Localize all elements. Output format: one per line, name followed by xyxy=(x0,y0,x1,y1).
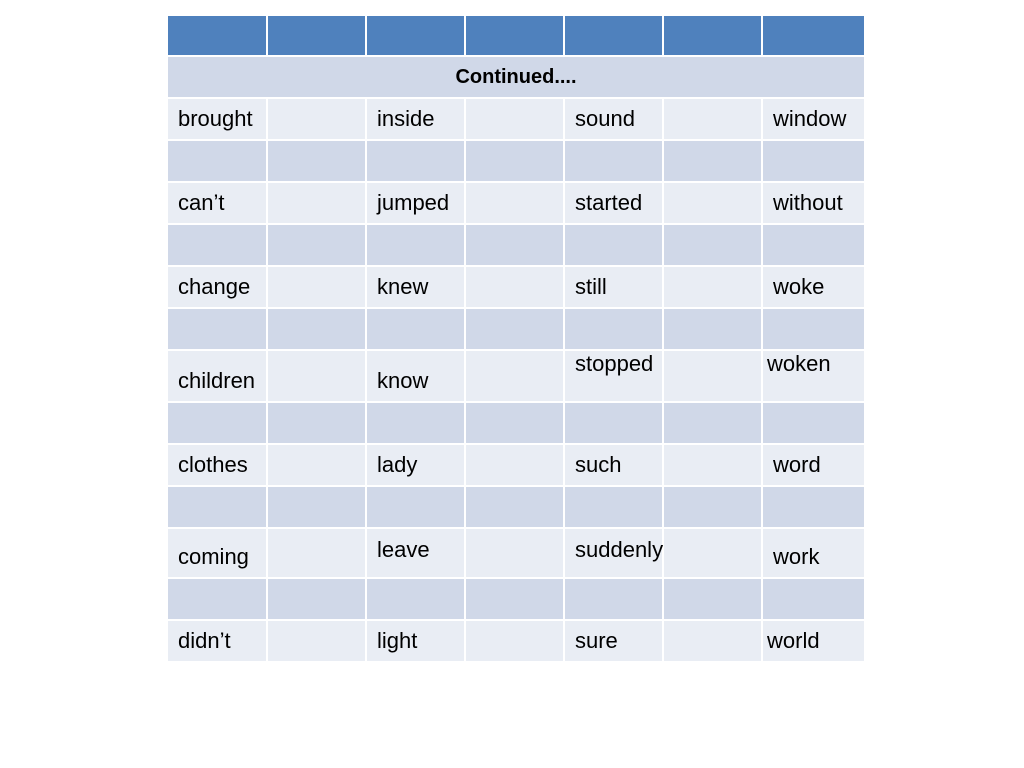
empty-cell xyxy=(267,224,366,266)
spacer-row xyxy=(168,308,864,350)
empty-cell xyxy=(465,620,564,662)
empty-cell xyxy=(564,308,663,350)
empty-cell xyxy=(267,308,366,350)
empty-cell xyxy=(267,528,366,578)
table-row xyxy=(168,620,864,662)
empty-cell xyxy=(465,528,564,578)
empty-cell xyxy=(168,140,267,182)
empty-cell xyxy=(762,402,864,444)
word-cell: knew xyxy=(366,266,465,308)
continued-row xyxy=(168,56,864,98)
header-cell xyxy=(267,16,366,56)
empty-cell xyxy=(663,578,762,620)
empty-cell xyxy=(366,308,465,350)
word-cell: still xyxy=(564,266,663,308)
empty-cell xyxy=(168,308,267,350)
empty-cell xyxy=(267,182,366,224)
header-cell xyxy=(762,16,864,56)
empty-cell xyxy=(762,140,864,182)
empty-cell xyxy=(465,402,564,444)
empty-cell xyxy=(366,486,465,528)
empty-cell xyxy=(762,486,864,528)
empty-cell xyxy=(762,578,864,620)
word-cell: window xyxy=(762,98,864,140)
word-cell: jumped xyxy=(366,182,465,224)
word-cell: word xyxy=(762,444,864,486)
word-cell: stopped xyxy=(564,350,663,402)
empty-cell xyxy=(564,486,663,528)
word-cell: work xyxy=(762,528,864,578)
empty-cell xyxy=(663,402,762,444)
empty-cell xyxy=(267,444,366,486)
word-cell: coming xyxy=(168,528,267,578)
empty-cell xyxy=(267,402,366,444)
empty-cell xyxy=(465,98,564,140)
word-cell: woke xyxy=(762,266,864,308)
empty-cell xyxy=(267,620,366,662)
word-cell: know xyxy=(366,350,465,402)
table-row xyxy=(168,350,864,402)
table-row xyxy=(168,266,864,308)
table-row xyxy=(168,98,864,140)
empty-cell xyxy=(663,140,762,182)
empty-cell xyxy=(465,578,564,620)
word-table xyxy=(168,16,864,663)
empty-cell xyxy=(564,402,663,444)
table-row xyxy=(168,182,864,224)
spacer-row xyxy=(168,486,864,528)
empty-cell xyxy=(663,182,762,224)
header-cell xyxy=(168,16,267,56)
empty-cell xyxy=(564,140,663,182)
empty-cell xyxy=(663,528,762,578)
empty-cell xyxy=(267,350,366,402)
spacer-row xyxy=(168,140,864,182)
word-cell: woken xyxy=(762,350,864,402)
header-cell xyxy=(663,16,762,56)
continued-label: Continued.... xyxy=(168,56,864,98)
header-cell xyxy=(465,16,564,56)
word-cell: inside xyxy=(366,98,465,140)
empty-cell xyxy=(267,578,366,620)
empty-cell xyxy=(366,578,465,620)
empty-cell xyxy=(762,308,864,350)
empty-cell xyxy=(168,402,267,444)
empty-cell xyxy=(267,140,366,182)
empty-cell xyxy=(267,98,366,140)
empty-cell xyxy=(168,578,267,620)
word-cell: didn’t xyxy=(168,620,267,662)
word-cell: brought xyxy=(168,98,267,140)
word-cell: clothes xyxy=(168,444,267,486)
word-cell: world xyxy=(762,620,864,662)
empty-cell xyxy=(267,266,366,308)
word-cell: light xyxy=(366,620,465,662)
word-cell: lady xyxy=(366,444,465,486)
spacer-row xyxy=(168,578,864,620)
table-header-row xyxy=(168,16,864,56)
spacer-row xyxy=(168,224,864,266)
empty-cell xyxy=(663,620,762,662)
empty-cell xyxy=(465,224,564,266)
empty-cell xyxy=(465,486,564,528)
empty-cell xyxy=(366,140,465,182)
empty-cell xyxy=(168,486,267,528)
empty-cell xyxy=(762,224,864,266)
word-cell: suddenly xyxy=(564,528,663,578)
word-cell: without xyxy=(762,182,864,224)
empty-cell xyxy=(564,224,663,266)
word-cell: children xyxy=(168,350,267,402)
table-row xyxy=(168,528,864,578)
empty-cell xyxy=(366,402,465,444)
empty-cell xyxy=(267,486,366,528)
word-cell: leave xyxy=(366,528,465,578)
empty-cell xyxy=(465,140,564,182)
word-cell: change xyxy=(168,266,267,308)
empty-cell xyxy=(663,266,762,308)
empty-cell xyxy=(465,266,564,308)
spacer-row xyxy=(168,402,864,444)
word-cell: can’t xyxy=(168,182,267,224)
header-cell xyxy=(366,16,465,56)
empty-cell xyxy=(465,182,564,224)
empty-cell xyxy=(663,486,762,528)
empty-cell xyxy=(366,224,465,266)
header-cell xyxy=(564,16,663,56)
empty-cell xyxy=(465,308,564,350)
empty-cell xyxy=(465,350,564,402)
empty-cell xyxy=(564,578,663,620)
empty-cell xyxy=(663,308,762,350)
word-cell: sound xyxy=(564,98,663,140)
table-row xyxy=(168,444,864,486)
empty-cell xyxy=(663,224,762,266)
word-cell: such xyxy=(564,444,663,486)
empty-cell xyxy=(663,444,762,486)
empty-cell xyxy=(663,350,762,402)
empty-cell xyxy=(168,224,267,266)
empty-cell xyxy=(465,444,564,486)
empty-cell xyxy=(663,98,762,140)
word-cell: started xyxy=(564,182,663,224)
word-cell: sure xyxy=(564,620,663,662)
